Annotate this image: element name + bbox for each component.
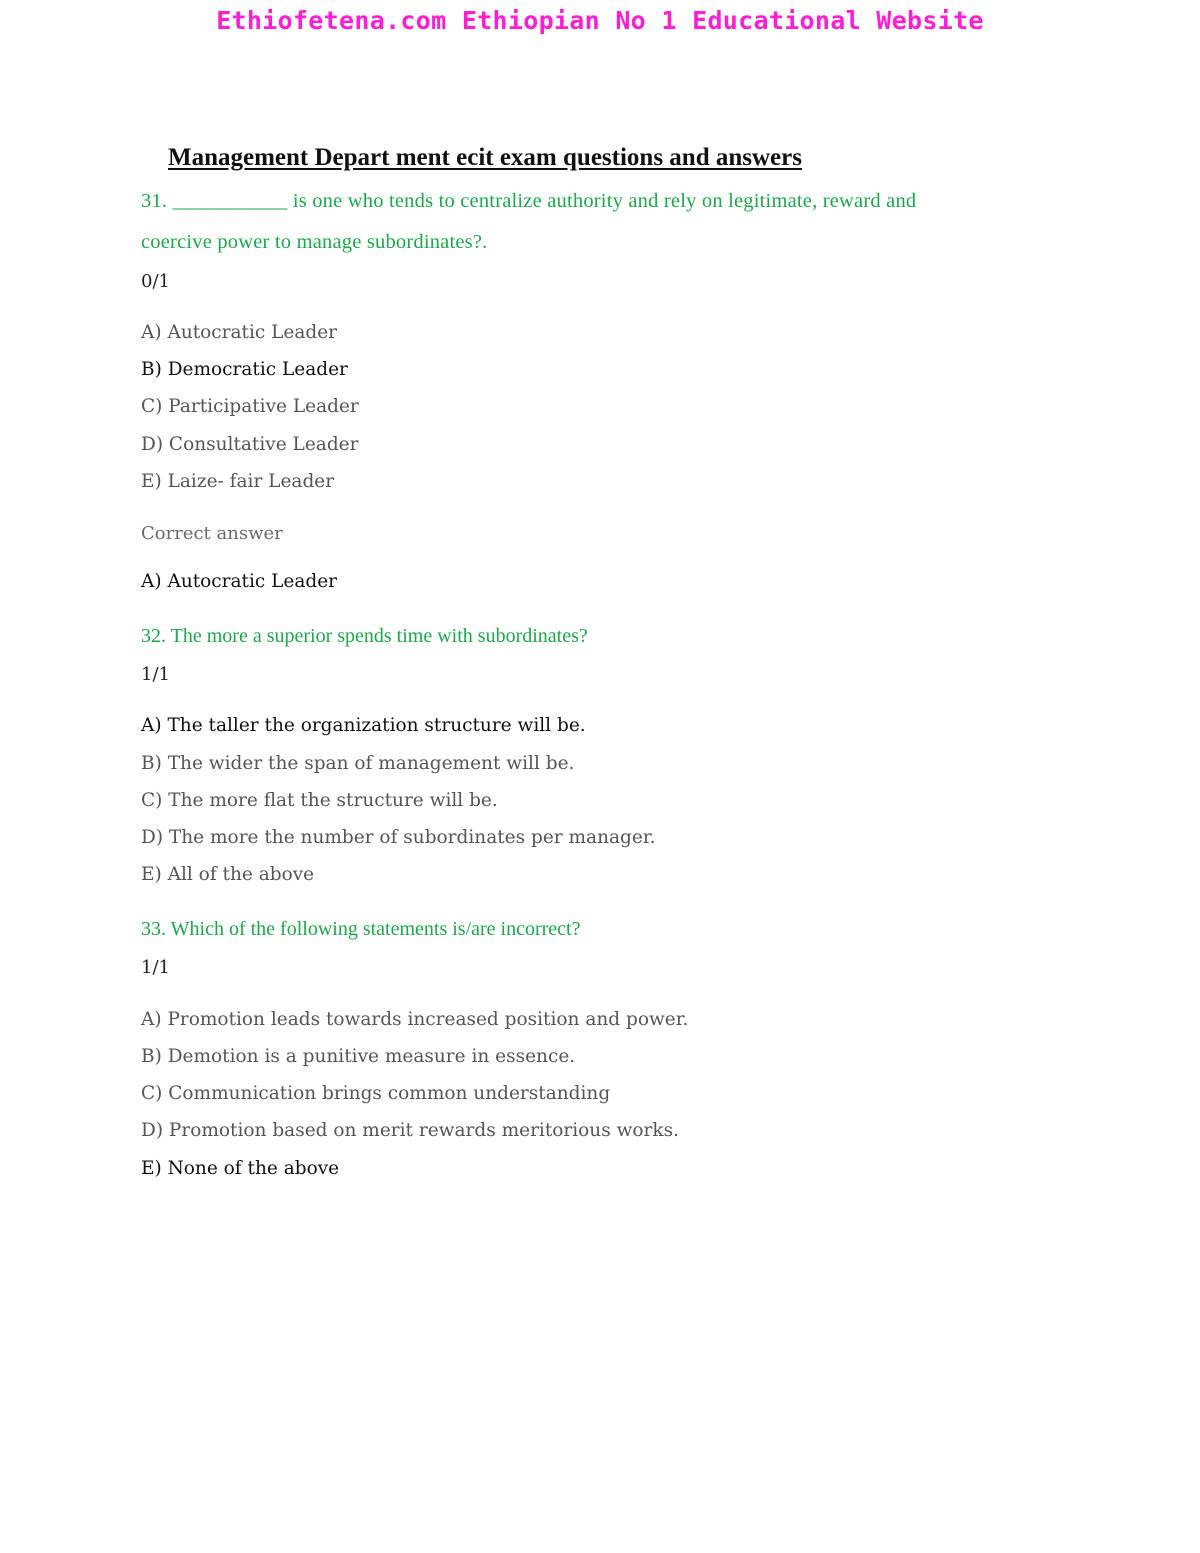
question-31-option-b: B) Democratic Leader	[141, 359, 348, 380]
question-31-correct-label: Correct answer	[141, 523, 283, 544]
question-33-text: 33. Which of the following statements is/are incorrect?	[141, 918, 581, 940]
question-32-score: 1/1	[141, 664, 170, 685]
question-31-option-d: D) Consultative Leader	[141, 434, 359, 455]
question-33-option-e: E) None of the above	[141, 1158, 340, 1179]
question-31-text-line1: 31. ___________ is one who tends to centralize authority and rely on legitimate, reward and	[141, 190, 917, 212]
site-banner: Ethiofetena.com Ethiopian No 1 Educational Website	[216, 6, 984, 35]
question-31-option-a: A) Autocratic Leader	[141, 322, 338, 343]
question-32-option-b: B) The wider the span of management will be.	[141, 753, 575, 774]
question-31-text-line2: coercive power to manage subordinates?.	[141, 231, 488, 253]
question-32-option-d: D) The more the number of subordinates per manager.	[141, 827, 656, 848]
question-32-option-a: A) The taller the organization structure will be.	[141, 715, 586, 736]
question-33-option-b: B) Demotion is a punitive measure in essence.	[141, 1046, 576, 1067]
question-33-option-a: A) Promotion leads towards increased position and power.	[141, 1009, 689, 1030]
question-32-option-c: C) The more flat the structure will be.	[141, 790, 498, 811]
question-31-score: 0/1	[141, 271, 170, 292]
question-32-option-e: E) All of the above	[141, 864, 315, 885]
question-31-correct-answer: A) Autocratic Leader	[141, 571, 338, 592]
question-33-score: 1/1	[141, 957, 170, 978]
question-33-option-c: C) Communication brings common understanding	[141, 1083, 611, 1104]
question-31-option-c: C) Participative Leader	[141, 396, 359, 417]
question-31-option-e: E) Laize- fair Leader	[141, 471, 335, 492]
question-33-option-d: D) Promotion based on merit rewards meritorious works.	[141, 1120, 679, 1141]
document-title: Management Depart ment ecit exam questions and answers	[168, 144, 802, 171]
question-32-text: 32. The more a superior spends time with subordinates?	[141, 625, 588, 647]
